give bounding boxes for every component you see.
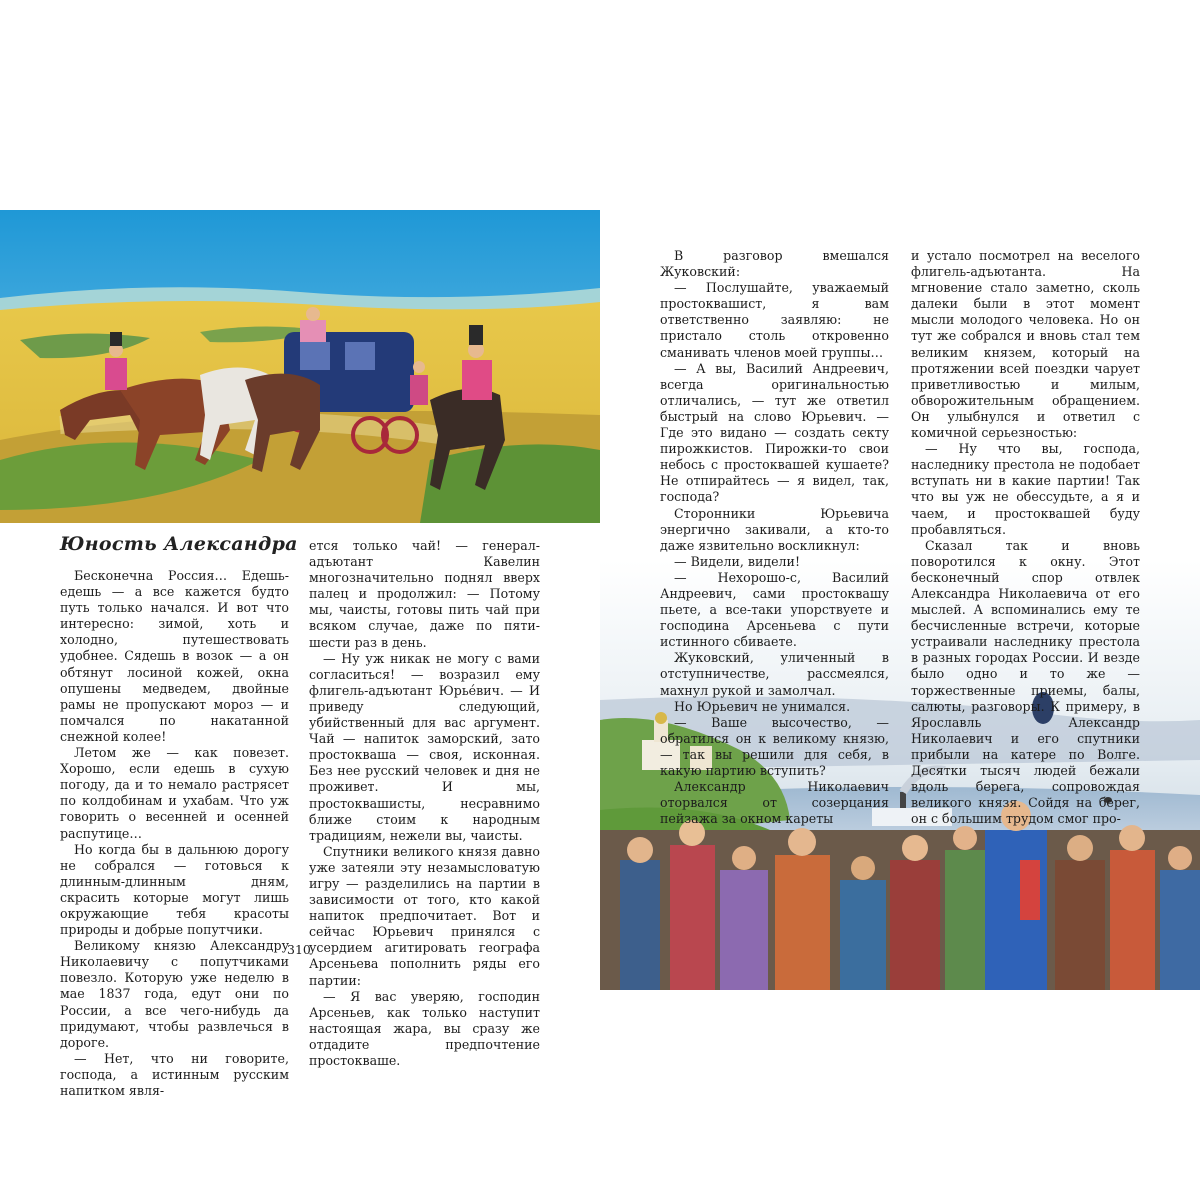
paragraph: Сторонники Юрьевича энергично закивали, а кто-то даже язвительно воскликнул: [660,505,889,553]
paragraph: — А вы, Василий Андреевич, всегда оригинальностью отличались, — тут же ответил быстрый на слово Юрьевич. — Где это видано — создать секту пирожкистов. Пирожки-то свои небось с простоквашей кушаете? Не отпирайтесь — я видел, так, господа? [660,360,889,505]
paragraph: — Ну уж никак не могу с вами согласиться! — возразил ему флигель-адъютант Юрьéвич. — И приведу следующий, убийственный для вас аргумент. Чай — напиток заморский, зато простокваша — своя, исконная. Без нее русский человек и дня не проживет. И мы, простоквашисты, несравнимо ближе стоим к народным традициям, нежели вы, чаисты. [309,650,540,843]
paragraph: — Видели, видели! [674,553,800,569]
paragraph: — Я вас уверяю, господин Арсеньев, как только наступит настоящая жара, вы сразу же отдадите предпочтение простокваше. [309,988,540,1068]
paragraph: — Нехорошо-с, Василий Андреевич, сами простоквашу пьете, а все-таки упорствуете и господина Арсеньева с пути истинного сбиваете. [660,569,889,650]
paragraph: Но Юрьевич не унимался. [674,698,851,714]
text-column-1 [60,568,289,1099]
paragraph: — Послушайте, уважаемый простоквашист, я вам ответственно заявляю: не пристало столь откровенно сманивать членов моей группы… [660,280,889,360]
chapter-title: Юность Александра [60,533,298,555]
text-column-2 [309,538,540,1069]
carriage-illustration [0,210,600,523]
paragraph: — Нет, что ни говорите, господа, а истинным русским напитком явля- [60,1050,289,1098]
paragraph: Сказал так и вновь поворотился к окну. Этот бесконечный спор отвлек Александра Николаевича от его мыслей. А вспоминались ему те бесчисленные встречи, которые устраивали наследнику престола в разных городах России. И везде было одно и то же — торжественные приемы, балы, салюты, разговоры. К примеру, в Ярославль Александр Николаевич и его спутники прибыли на катере по Волге. Десятки тысяч людей бежали вдоль берега, сопровождая великого князя. Сойдя на берег, он с большим трудом смог про- [911,537,1140,827]
text-column-4 [911,248,1140,827]
paragraph: — Ну что вы, господа, наследнику престола не подобает вступать ни в какие партии! Так что вы уж не обессудьте, а я и чаем, и простоквашей буду пробавляться. [911,441,1140,537]
paragraph: Спутники великого князя давно уже затеяли эту незамысловатую игру — разделились на партии в зависимости от того, кто какой напиток предпочитает. Вот и сейчас Юрьевич принялся с усердием агитировать географа Арсеньева пополнить ряды его партии: [309,843,540,988]
paragraph: Бесконечна Россия… Едешь-едешь — а все кажется будто путь только начался. И вот что интересно: зимой, хоть и холодно, путешествовать удобнее. Сядешь в возок — а он обтянут лосиной кожей, окна опушены медведем, двойные рамы не пропускают мороз — и помчался по накатанной снежной колее! [60,568,289,744]
carriage-illustration-art [0,210,600,523]
text-column-3 [660,248,889,827]
paragraph: ется только чай! — генерал-адъютант Кавелин многозначительно поднял вверх палец и продолжил: — Потому мы, чаисты, готовы пить чай при всяком случае, даже по пяти-шести раз в день. [309,538,540,650]
paragraph: Александр Николаевич оторвался от созерцания пейзажа за окном кареты [660,779,889,827]
page-number: 310 [287,942,311,957]
paragraph: Летом же — как повезет. Хорошо, если едешь в сухую погоду, да и то немало растрясет по колдобинам и ухабам. Что уж говорить о весенней и осенней распутице… [60,745,289,841]
paragraph: Великому князю Александру Николаевичу с попутчиками повезло. Которую уже неделю в мае 1837 года, едут они по России, а все чего-нибудь да придумают, чтобы развлечься в дороге. [60,938,289,1050]
paragraph: Жуковский, уличенный в отступничестве, рассмеялся, махнул рукой и замолчал. [660,650,889,698]
paragraph: — Ваше высочество, — обратился он к великому князю, — так вы решили для себя, в какую партию вступить? [660,714,889,778]
paragraph: и устало посмотрел на веселого флигель-адъютанта. На мгновение стало заметно, сколь далеки были в этот момент мысли молодого человека. Но он тут же собрался и вновь стал тем великим князем, который на протяжении всей поездки чарует приветливостью и милым, обворожительным обращением. Он улыбнулся и ответил с комичной серьезностью: [911,248,1140,441]
paragraph: В разговор вмешался Жуковский: [660,248,889,280]
paragraph: Но когда бы в дальнюю дорогу не собрался — готовься к длинным-длинным дням, скрасить которые могут лишь окружающие тебя красоты природы и добрые попутчики. [60,841,289,938]
